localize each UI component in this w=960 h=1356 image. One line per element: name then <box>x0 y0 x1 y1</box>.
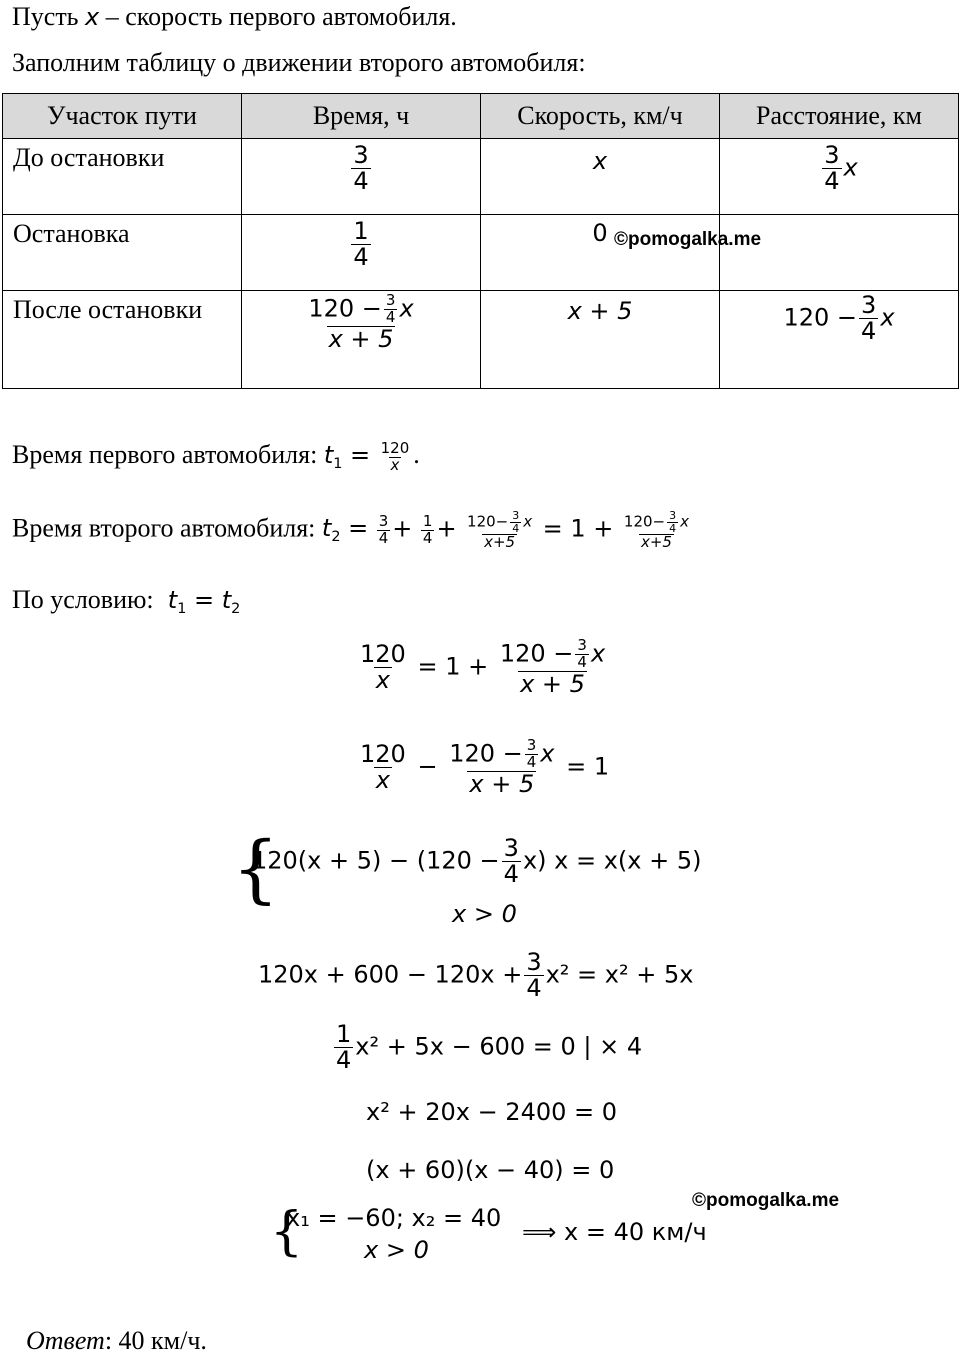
roots-line: x₁ = −60; x₂ = 40 <box>286 1204 502 1232</box>
distance-cell: $\frac{3}{4}$ x <box>720 139 959 215</box>
fraction: $\frac{1}{4}$ <box>353 217 369 272</box>
answer-text: : 40 км/ч. <box>104 1326 207 1355</box>
equation-step-6: x² + 20x − 2400 = 0 <box>366 1098 618 1126</box>
equation-step-2: $\frac{120}{x}$ − 120 − $\frac{3}{4}$ x x + 5 = 1 <box>360 736 610 798</box>
time-cell <box>242 139 481 215</box>
distance-cell: 120 − $\frac{3}{4}$ x <box>720 291 959 389</box>
equation-step-3: 120(x + 5) − (120 − $\frac{3}{4}$ x) x = x(x + 5) <box>252 834 702 889</box>
header-cell: Скорость, км/ч <box>481 94 720 139</box>
equation-step-1: $\frac{120}{x}$ = 1 + 120 − $\frac{3}{4}$ x x + 5 <box>360 636 606 698</box>
header-cell: Расстояние, км <box>720 94 959 139</box>
table-row <box>3 139 959 215</box>
system-brace-icon: { <box>270 1202 304 1262</box>
row-label: После остановки <box>3 291 242 389</box>
equation-step-4: 120x + 600 − 120x + $\frac{3}{4}$ x² = x² + 5x <box>258 948 694 1003</box>
intro-line-1 <box>12 2 457 32</box>
roots-condition: x > 0 <box>364 1236 429 1264</box>
fraction: $\frac{120}{x}$ <box>380 438 410 474</box>
speed-cell: 0 <box>481 215 720 291</box>
time-cell <box>242 291 481 389</box>
answer-label: Ответ <box>26 1326 105 1355</box>
intro-line-2: Заполним таблицу о движении второго автомобиля: <box>12 48 586 77</box>
equation-step-3-condition: x > 0 <box>452 900 517 928</box>
fraction: $\frac{3}{4}$ <box>861 291 877 346</box>
row-label: До остановки <box>3 139 242 215</box>
speed-cell: x + 5 <box>481 291 720 389</box>
intro-text: Пусть <box>12 2 79 31</box>
watermark: ©pomogalka.me <box>614 229 762 250</box>
row-label: Остановка <box>3 215 242 291</box>
header-cell: Участок пути <box>3 94 242 139</box>
table-header-row <box>3 94 959 139</box>
equation-step-5: $\frac{1}{4}$ x² + 5x − 600 = 0 | × 4 <box>336 1020 643 1075</box>
table-row <box>3 215 959 291</box>
speed-cell: x <box>481 139 720 215</box>
motion-table <box>2 93 959 389</box>
table-row <box>3 291 959 389</box>
equation-step-7: (x + 60)(x − 40) = 0 <box>366 1156 615 1184</box>
time-cell <box>242 215 481 291</box>
answer-line <box>26 1326 207 1356</box>
fraction: 120 − $\frac{3}{4}$ x x + 5 <box>308 291 414 353</box>
header-cell: Время, ч <box>242 94 481 139</box>
t2-line: Время второго автомобиля: $t_2$ = $\frac{3}{4}$ + $\frac{1}{4}$ + 120− $\frac{3}{4}$ x x+5 = 1 + 120− $\frac{3}{4}$ x x+5 <box>12 509 690 552</box>
fraction: $\frac{3}{4}$ <box>353 141 369 196</box>
distance-cell <box>720 215 959 291</box>
condition-line: По условию: $t_1 = t_2$ <box>12 585 241 618</box>
intro-text-rest: – скорость первого автомобиля. <box>105 2 457 31</box>
watermark: ©pomogalka.me <box>692 1190 840 1211</box>
system-brace-icon: { <box>232 826 280 912</box>
fraction: $\frac{3}{4}$ <box>824 141 840 196</box>
result-line: ⟹ x = 40 км/ч <box>522 1218 707 1246</box>
t1-line: Время первого автомобиля: $t_1$ = $\frac{120}{x}$ . <box>12 438 420 474</box>
variable-x: x <box>85 3 100 31</box>
